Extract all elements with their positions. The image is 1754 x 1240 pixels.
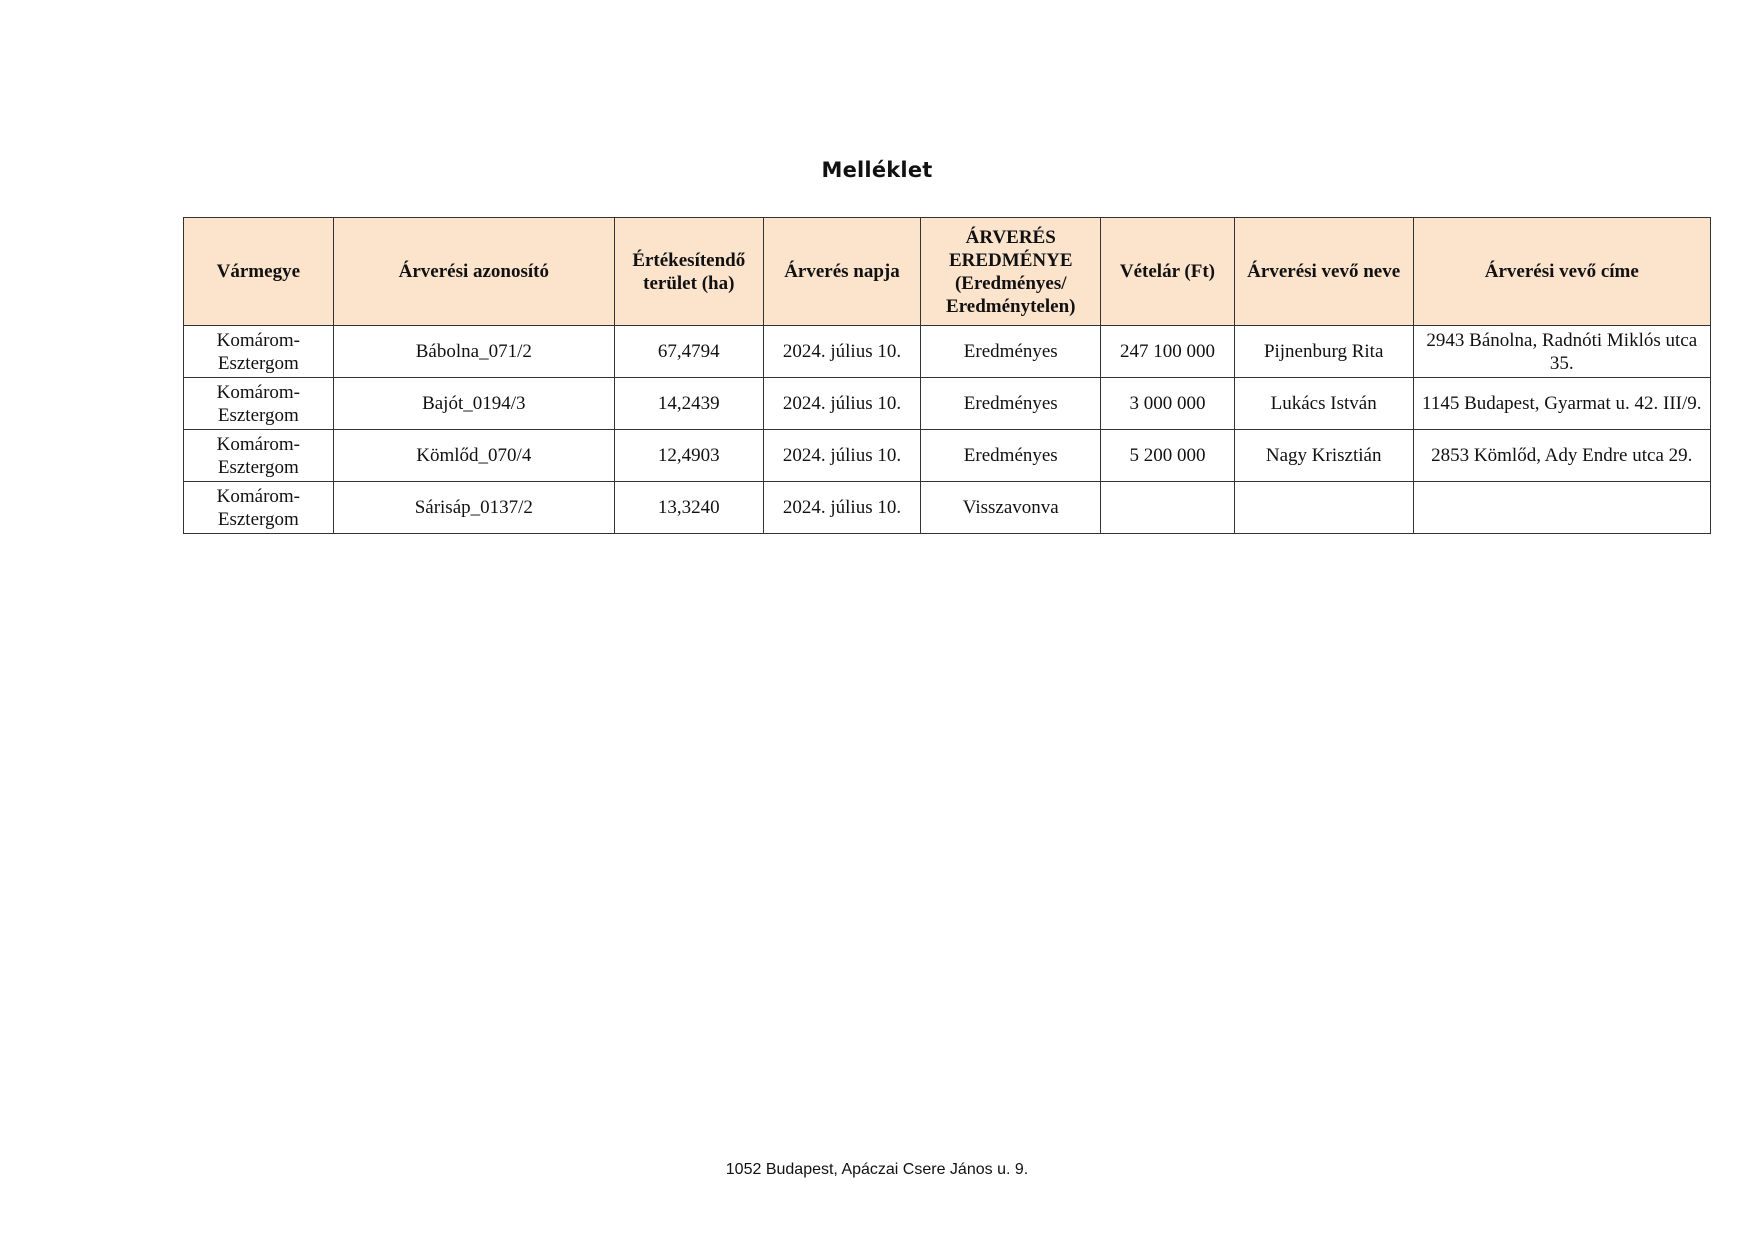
cell-buyer-address: 2943 Bánolna, Radnóti Miklós utca 35.: [1413, 326, 1710, 378]
cell-buyer-name: Nagy Krisztián: [1234, 430, 1413, 482]
cell-auction-id: Bábolna_071/2: [333, 326, 614, 378]
cell-auction-result: Visszavonva: [921, 482, 1101, 534]
cell-price: 5 200 000: [1101, 430, 1235, 482]
cell-auction-date: 2024. július 10.: [763, 326, 921, 378]
cell-buyer-name: [1234, 482, 1413, 534]
cell-buyer-name: Lukács István: [1234, 378, 1413, 430]
cell-area: 12,4903: [614, 430, 763, 482]
header-buyer-address: Árverési vevő címe: [1413, 218, 1710, 326]
cell-county: Komárom-Esztergom: [184, 430, 334, 482]
cell-price: [1101, 482, 1235, 534]
cell-area: 14,2439: [614, 378, 763, 430]
cell-auction-id: Kömlőd_070/4: [333, 430, 614, 482]
auction-results-table: [183, 217, 1711, 534]
cell-buyer-address: [1413, 482, 1710, 534]
cell-auction-date: 2024. július 10.: [763, 378, 921, 430]
cell-auction-date: 2024. július 10.: [763, 482, 921, 534]
cell-county: Komárom-Esztergom: [184, 482, 334, 534]
header-price: Vételár (Ft): [1101, 218, 1235, 326]
page-title: Melléklet: [821, 158, 933, 182]
cell-price: 247 100 000: [1101, 326, 1235, 378]
cell-auction-id: Bajót_0194/3: [333, 378, 614, 430]
footer-address: 1052 Budapest, Apáczai Csere János u. 9.: [725, 1161, 1029, 1178]
header-county: Vármegye: [184, 218, 334, 326]
cell-auction-result: Eredményes: [921, 378, 1101, 430]
header-auction-date: Árverés napja: [763, 218, 921, 326]
cell-auction-result: Eredményes: [921, 326, 1101, 378]
cell-auction-date: 2024. július 10.: [763, 430, 921, 482]
header-auction-id: Árverési azonosító: [333, 218, 614, 326]
table-row: [184, 326, 1711, 378]
cell-auction-result: Eredményes: [921, 430, 1101, 482]
header-area: Értékesítendő terület (ha): [614, 218, 763, 326]
header-auction-result: ÁRVERÉS EREDMÉNYE (Eredményes/ Eredménytelen): [921, 218, 1101, 326]
cell-area: 67,4794: [614, 326, 763, 378]
cell-county: Komárom-Esztergom: [184, 378, 334, 430]
cell-auction-id: Sárisáp_0137/2: [333, 482, 614, 534]
table-row: [184, 378, 1711, 430]
cell-buyer-address: 2853 Kömlőd, Ady Endre utca 29.: [1413, 430, 1710, 482]
cell-county: Komárom-Esztergom: [184, 326, 334, 378]
cell-buyer-name: Pijnenburg Rita: [1234, 326, 1413, 378]
table-row: [184, 430, 1711, 482]
cell-area: 13,3240: [614, 482, 763, 534]
table-row: [184, 482, 1711, 534]
cell-buyer-address: 1145 Budapest, Gyarmat u. 42. III/9.: [1413, 378, 1710, 430]
cell-price: 3 000 000: [1101, 378, 1235, 430]
header-buyer-name: Árverési vevő neve: [1234, 218, 1413, 326]
table-header-row: [184, 218, 1711, 326]
